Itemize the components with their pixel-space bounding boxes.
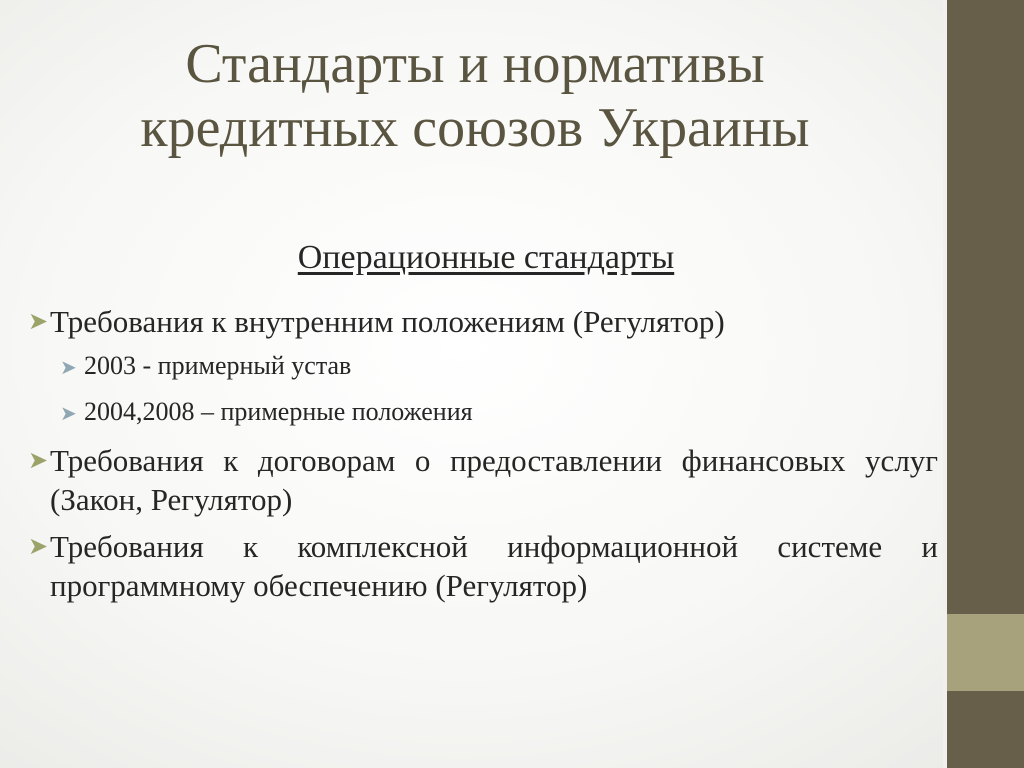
sub-bullet-text: 2004,2008 – примерные положения — [84, 397, 473, 426]
arrow-sub-bullet-icon: ➤ — [60, 403, 77, 425]
bullet-list — [28, 302, 938, 613]
bullet-text: Требования к внутренним положениям (Регулятор) — [50, 304, 725, 339]
sub-bullet-text: 2003 - примерный устав — [84, 351, 352, 380]
bullet-text: Требования к комплексной информационной системе и программному обеспечению (Регулятор) — [50, 529, 938, 603]
arrow-bullet-icon: ➤ — [28, 309, 49, 335]
slide-title-line1: Стандарты и нормативы — [185, 33, 765, 95]
arrow-bullet-icon: ➤ — [28, 448, 49, 474]
slide-title-line2: кредитных союзов Украины — [140, 97, 810, 159]
sub-bullet-item — [28, 395, 938, 429]
arrow-sub-bullet-icon: ➤ — [60, 357, 77, 379]
sub-bullet-item — [28, 349, 938, 383]
bullet-item — [28, 441, 938, 519]
bullet-item — [28, 527, 938, 605]
bullet-item — [28, 302, 938, 341]
slide-subtitle: Операционные стандарты — [297, 239, 675, 276]
slide-title — [40, 32, 910, 160]
decorative-sidebar-accent — [947, 614, 1024, 691]
bullet-text: Требования к договорам о предоставлении финансовых услуг (Закон, Регулятор) — [50, 443, 938, 517]
arrow-bullet-icon: ➤ — [28, 534, 49, 560]
